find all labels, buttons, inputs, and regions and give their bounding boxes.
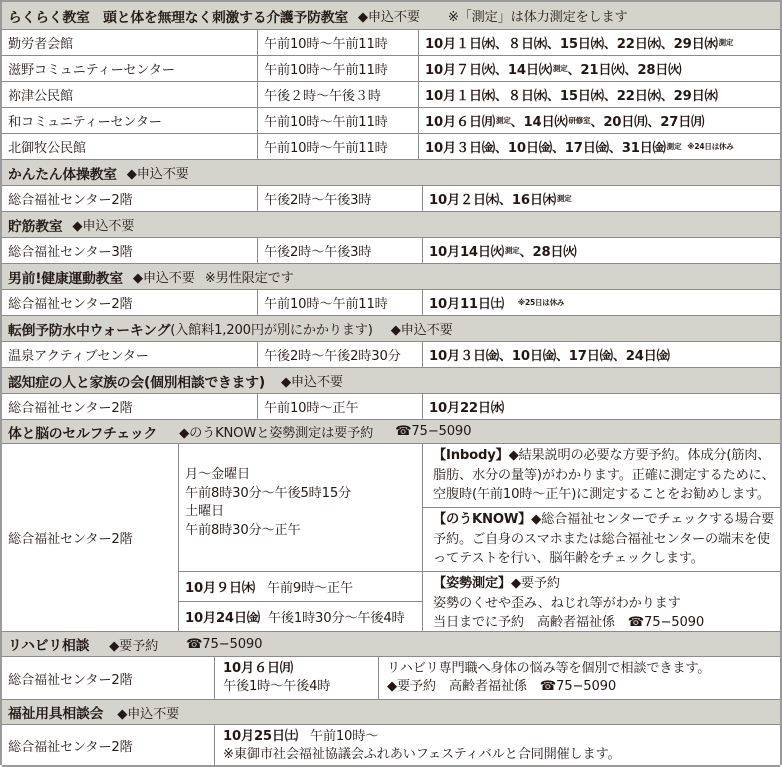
apply-note: ◆申込不要 (117, 706, 180, 722)
special-session-2: 10月24日㈮ 午後1時30分〜午後4時 (178, 602, 422, 631)
section-title: 男前!健康運動教室 (8, 270, 123, 287)
reservation-note: ◆要予約 (109, 638, 159, 654)
apply-note: ◆申込不要 (280, 375, 343, 390)
phone-number: ☎75−5090 (395, 424, 472, 439)
section-title: 福祉用具相談会 (8, 706, 104, 722)
place-cell: 祢津公民館 (8, 89, 73, 104)
section-header-ninchi (2, 368, 780, 394)
dates-cell: 10月22日㈬ (422, 394, 780, 419)
section-title: 転倒予防水中ウォーキング (8, 322, 171, 339)
section-title: らくらく教室 頭と体を無理なく刺激する介護予防教室 (8, 9, 348, 26)
place-cell: 総合福祉センター2階 (8, 193, 133, 208)
section-title: 貯筋教室 (8, 218, 63, 235)
place-cell: 総合福祉センター2階 (8, 739, 133, 755)
dates-cell: 10月２日㈭、16日㈭ 測定 (422, 186, 780, 211)
dates-cell: 10月３日㈮、10日㈮、17日㈮、24日㈮ (422, 342, 780, 367)
section-header-rakuraku (2, 2, 780, 30)
place-cell: 総合福祉センター2階 (8, 401, 133, 416)
dates-cell: 10月３日㈮、10日㈮、17日㈮、31日㈮ 測定 ※24日は休み (418, 134, 780, 159)
table-row (2, 108, 780, 134)
section-title: 体と脳のセルフチェック (8, 425, 158, 442)
apply-note: ◆申込不要 (126, 167, 189, 182)
table-row (2, 186, 780, 212)
posture-description: 【姿勢測定】◆要予約 姿勢のくせや歪み、ねじれ等がわかります 当日までに予約 高齢者福祉係 ☎75−5090 (422, 572, 780, 631)
place-cell: 北御牧公民館 (8, 141, 86, 156)
time-cell: 午後2時〜午後2時30分 (257, 342, 422, 367)
reservation-note: ◆のうKNOWと姿勢測定は要予約 (179, 426, 374, 441)
apply-note: ◆申込不要 (357, 10, 420, 25)
table-row (2, 30, 780, 56)
table-row (2, 238, 780, 264)
table-row (2, 134, 780, 160)
time-cell: 午前10時〜午前11時 (257, 108, 418, 133)
phone-number: ☎75−5090 (186, 636, 263, 652)
consult-note: (個別相談できます) (143, 374, 265, 391)
fee-note: (入館料1,200円が別にかかります) (170, 323, 373, 338)
male-only-note: ※男性限定です (204, 271, 294, 286)
place-cell: 総合福祉センター2階 (8, 297, 133, 312)
dates-cell: 10月14日㈫ 測定 、28日㈫ (422, 238, 780, 263)
table-row (2, 394, 780, 420)
measure-note: ※「測定」は体力測定をします (447, 10, 628, 25)
section-header-fukushi (2, 700, 780, 725)
table-row (2, 342, 780, 368)
section-header-tento (2, 316, 780, 342)
place-cell: 総合福祉センター2階 (8, 672, 133, 688)
section-header-chokin (2, 212, 780, 238)
description-cell: リハビリ専門職へ身体の悩み等を個別で相談できます。 ◆要予約 高齢者福祉係 ☎75−5090 (378, 657, 780, 699)
apply-note: ◆申込不要 (72, 219, 135, 234)
table-row (2, 657, 780, 700)
selfcheck-block (2, 444, 780, 632)
special-session-1: 10月９日㈭ 午前9時〜正午 (178, 572, 422, 602)
time-cell: 午前10時〜午前11時 (257, 134, 418, 159)
place-cell: 滋野コミュニティーセンター (8, 63, 175, 78)
date-time-cell: 10月６日㈪ 午後1時〜午後4時 (214, 657, 378, 699)
dates-cell: 10月１日㈬、８日㈬、15日㈬、22日㈬、29日㈬ 測定 (418, 30, 780, 55)
table-row (2, 56, 780, 82)
time-cell: 午後2時〜午後3時 (257, 238, 422, 263)
time-cell: 午前10時〜午前11時 (257, 56, 418, 81)
time-cell: 午後2時〜午後3時 (257, 186, 422, 211)
place-cell: 総合福祉センター2階 (8, 532, 133, 547)
dates-cell: 10月11日㈯ ※25日は休み (422, 290, 780, 315)
section-header-otoko (2, 264, 780, 290)
time-cell: 午後２時〜午後３時 (257, 82, 418, 107)
place-cell: 総合福祉センター3階 (8, 245, 133, 260)
place-cell: 温泉アクティブセンター (8, 349, 149, 364)
section-title: 認知症の人と家族の会 (8, 374, 144, 391)
apply-note: ◆申込不要 (132, 271, 195, 286)
weekly-schedule: 月〜金曜日 午前8時30分〜午後5時15分 土曜日 午前8時30分〜正午 (178, 444, 422, 572)
time-cell: 午前10時〜午前11時 (257, 290, 422, 315)
dates-cell: 10月６日㈪ 測定 、14日㈫ 研修室 、20日㈪、27日㈪ (418, 108, 780, 133)
dates-cell: 10月７日㈫、14日㈫ 測定 、21日㈫、28日㈫ (418, 56, 780, 81)
section-title: かんたん体操教室 (8, 166, 117, 183)
apply-note: ◆申込不要 (390, 323, 453, 338)
section-title: リハビリ相談 (8, 638, 90, 654)
inbody-description: 【Inbody】◆結果説明の必要な方要予約。体成分(筋肉、脂肪、水分の量等)がわかります。正確に測定するために、空腹時(午前10時〜正午)に測定することをお勧めします。 (422, 444, 780, 508)
dates-cell: 10月１日㈬、８日㈬、15日㈬、22日㈬、29日㈬ (418, 82, 780, 107)
place-cell: 勤労者会館 (8, 37, 73, 52)
time-cell: 午前10時〜正午 (257, 394, 422, 419)
table-row (2, 290, 780, 316)
place-cell: 和コミュニティーセンター (8, 115, 162, 130)
nouknow-description: 【のうKNOW】◆総合福祉センターでチェックする場合要予約。ご自身のスマホまたは総合福祉センターの端末を使ってテストを行い、脳年齢をチェックします。 (422, 508, 780, 572)
date-note-cell: 10月25日㈯ 午前10時〜 ※東御市社会福祉協議会ふれあいフェスティバルと合同開催します。 (214, 725, 780, 765)
table-row (2, 725, 780, 767)
section-header-kantan (2, 160, 780, 186)
section-header-rehab (2, 632, 780, 657)
section-header-selfcheck (2, 420, 780, 444)
time-cell: 午前10時〜午前11時 (257, 30, 418, 55)
table-row (2, 82, 780, 108)
